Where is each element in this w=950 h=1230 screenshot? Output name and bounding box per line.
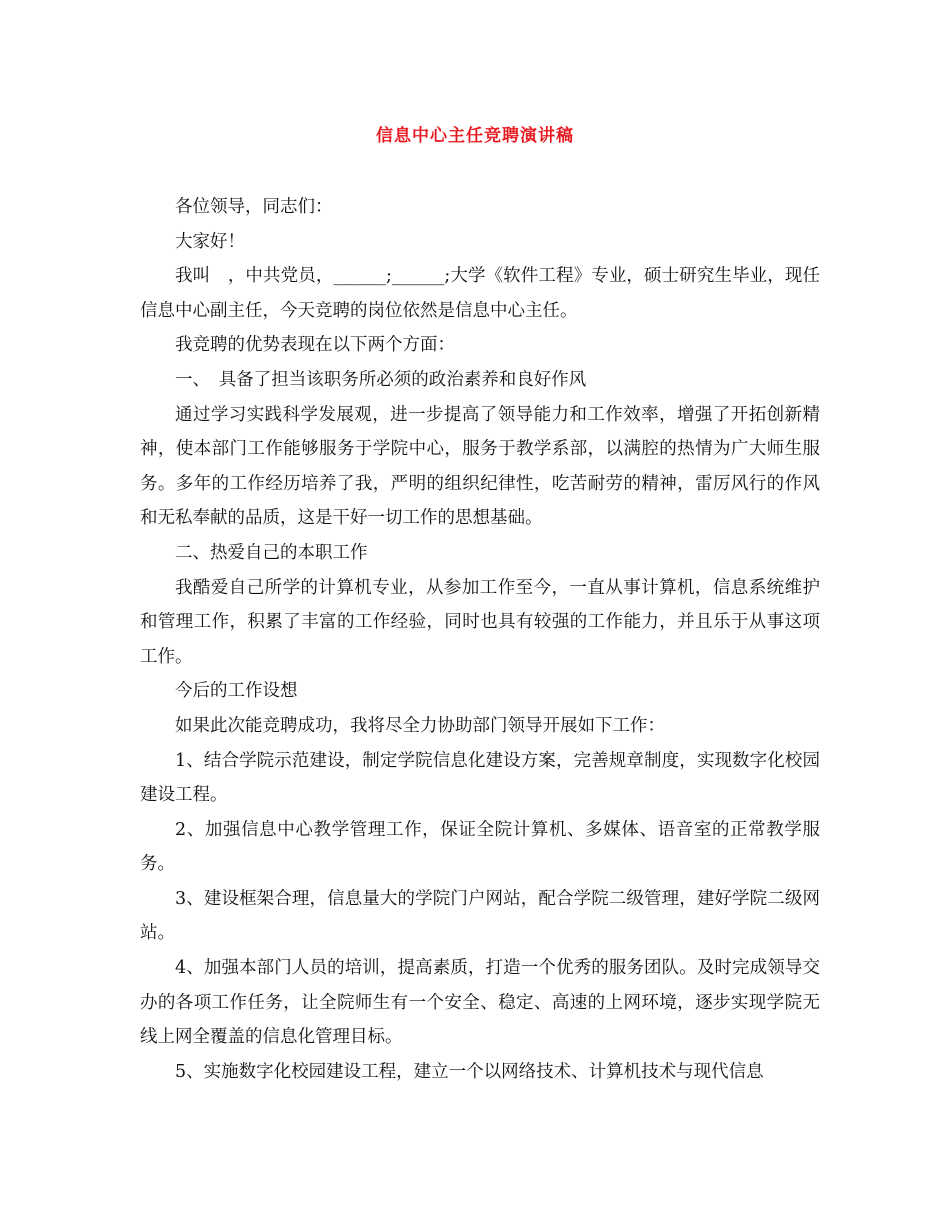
heading-advantage-one: 一、 具备了担当该职务所必须的政治素养和良好作风 bbox=[175, 369, 587, 390]
list-item-plan-1: 1、结合学院示范建设，制定学院信息化建设方案，完善规章制度，实现数字化校园建设工程。 bbox=[140, 750, 820, 806]
paragraph-advantage-two: 我酷爱自己所学的计算机专业，从参加工作至今，一直从事计算机，信息系统维护和管理工作，积累了丰富的工作经验，同时也具有较强的工作能力，并且乐于从事这项工作。 bbox=[140, 577, 820, 667]
list-item-plan-2: 2、加强信息中心教学管理工作，保证全院计算机、多媒体、语音室的正常教学服务。 bbox=[140, 819, 820, 875]
paragraph-greeting: 各位领导，同志们： bbox=[175, 197, 333, 217]
list-item-plan-4: 4、加强本部门人员的培训，提高素质，打造一个优秀的服务团队。及时完成领导交办的各项工作任务，让全院师生有一个安全、稳定、高速的上网环境，逐步实现学院无线上网全覆盖的信息化管理目标。 bbox=[140, 958, 820, 1048]
heading-future-plans: 今后的工作设想 bbox=[175, 681, 298, 702]
list-item-plan-5: 5、实施数字化校园建设工程，建立一个以网络技术、计算机技术与现代信息 bbox=[175, 1061, 764, 1082]
heading-advantage-two: 二、热爱自己的本职工作 bbox=[175, 542, 368, 563]
paragraph-plans-intro: 如果此次能竞聘成功，我将尽全力协助部门领导开展如下工作： bbox=[175, 715, 665, 736]
paragraph-self-intro: 我叫 ，中共党员，______;______;大学《软件工程》专业，硕士研究生毕业，现任信息中心副主任，今天竞聘的岗位依然是信息中心主任。 bbox=[140, 266, 820, 321]
paragraph-hello: 大家好！ bbox=[175, 231, 245, 252]
document-body bbox=[140, 190, 820, 1089]
paragraph-advantage-one: 通过学习实践科学发展观，进一步提高了领导能力和工作效率，增强了开拓创新精神，使本部门工作能够服务于学院中心，服务于教学系部，以满腔的热情为广大师生服务。多年的工作经历培养了我，严明的组织纪律性，吃苦耐劳的精神，雷厉风行的作风和无私奉献的品质，这是干好一切工作的思想基础。 bbox=[140, 404, 820, 529]
list-item-plan-3: 3、建设框架合理，信息量大的学院门户网站，配合学院二级管理，建好学院二级网站。 bbox=[140, 888, 820, 944]
paragraph-advantages-intro: 我竞聘的优势表现在以下两个方面： bbox=[175, 335, 455, 356]
document-title: 信息中心主任竞聘演讲稿 bbox=[376, 126, 574, 146]
